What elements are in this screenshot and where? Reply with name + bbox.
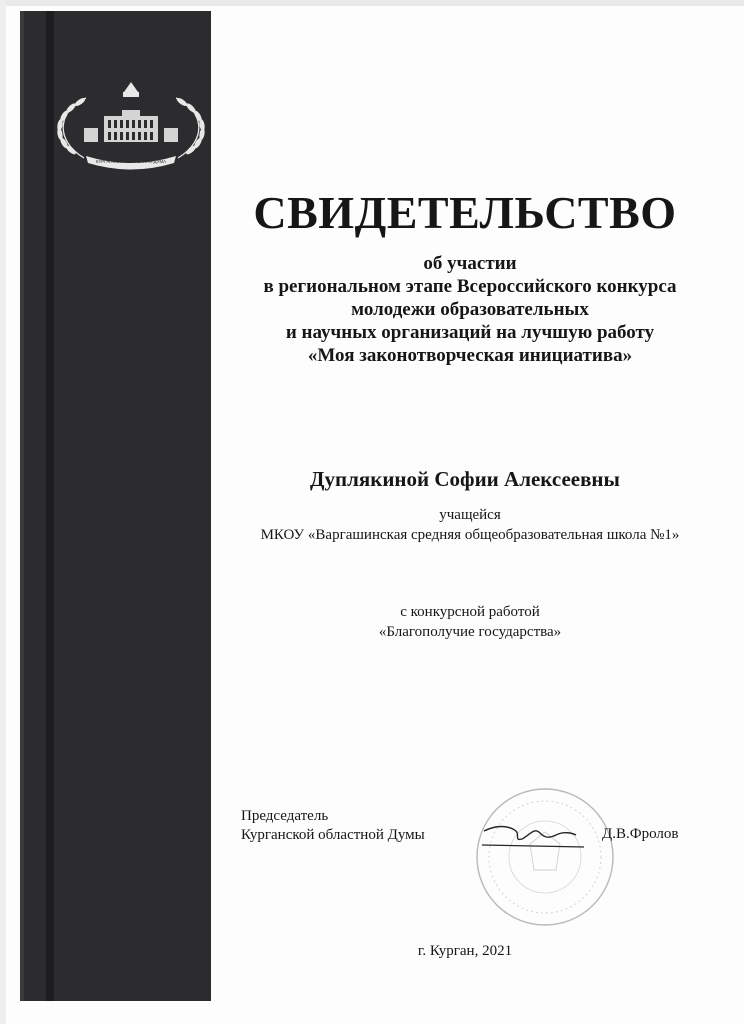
official-stamp-icon (470, 782, 620, 932)
duma-emblem-icon (46, 76, 216, 176)
signatory-name: Д.В.Фролов (602, 826, 679, 842)
band-highlight (20, 11, 24, 1001)
certificate-subtitle (200, 252, 740, 367)
position-line-2: Курганской областной Думы (241, 827, 425, 843)
position-line-1: Председатель (241, 808, 329, 824)
emblem-ribbon-text: КУРГАНСКАЯ ОБЛАСТНАЯ ДУМА (95, 159, 167, 164)
signatory-position (241, 807, 425, 845)
place-and-date: г. Курган, 2021 (417, 943, 513, 959)
recipient-role (200, 505, 740, 545)
recipient-name: Дуплякиной Софии Алексеевны (310, 467, 620, 491)
work-label: с конкурсной работой (400, 604, 540, 620)
work-title: «Благополучие государства» (378, 624, 562, 640)
scan-edge-top (0, 0, 744, 6)
role-label: учащейся (439, 507, 501, 523)
subtitle-line: молодежи образовательных (351, 299, 589, 320)
subtitle-line: и научных организаций на лучшую работу (285, 322, 655, 343)
signature-icon (478, 815, 588, 855)
contest-work (240, 602, 700, 642)
school-name: МКОУ «Варгашинская средняя общеобразовательная школа №1» (260, 527, 680, 543)
subtitle-line: в региональном этапе Всероссийского конкурса (263, 276, 677, 297)
scan-edge-left (0, 0, 6, 1024)
subtitle-line: «Моя законотворческая инициатива» (307, 345, 633, 366)
certificate-title: СВИДЕТЕЛЬСТВО (253, 187, 677, 238)
subtitle-line: об участии (423, 253, 517, 274)
